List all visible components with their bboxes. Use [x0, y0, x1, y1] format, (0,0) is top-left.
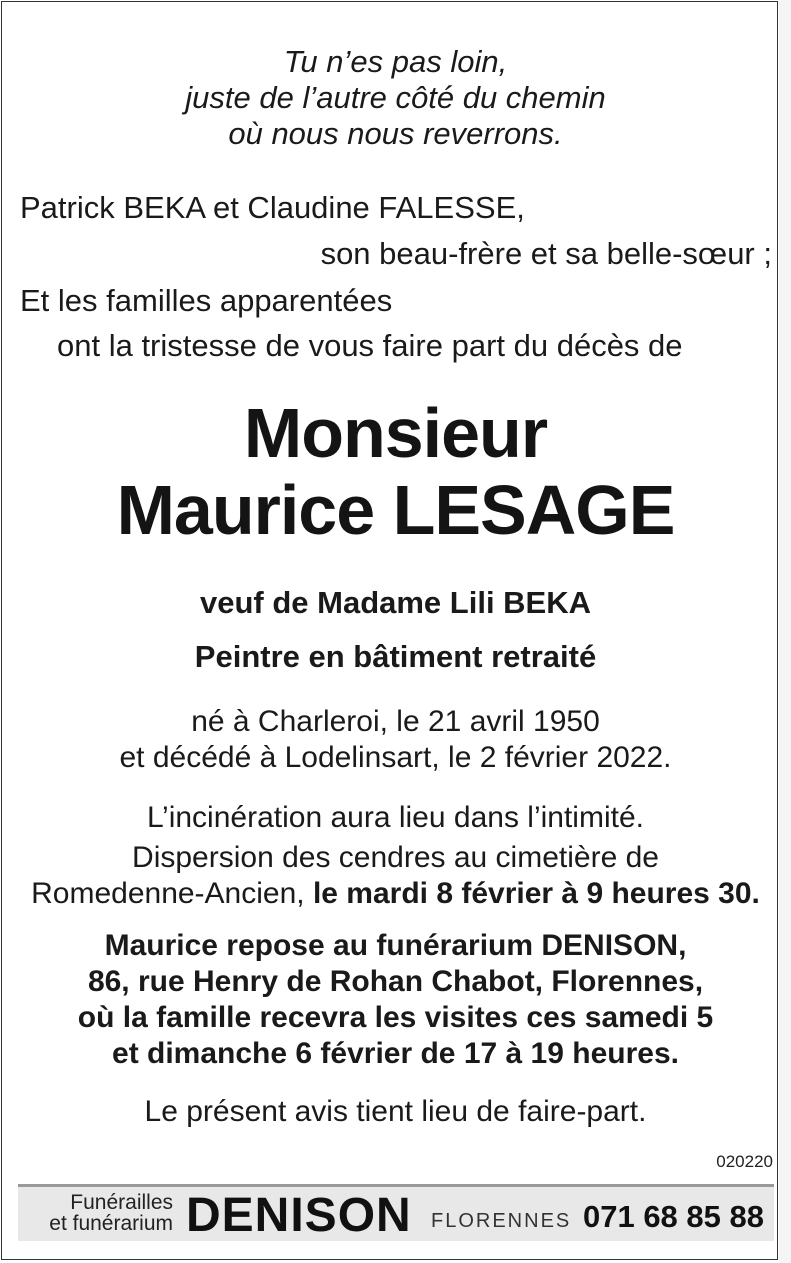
- funeral-home-phone: 071 68 85 88: [582, 1199, 764, 1234]
- page-edge-strip: [779, 0, 791, 1263]
- widow-of: veuf de Madame Lili BEKA: [199, 585, 592, 620]
- funeral-home-type: [28, 1192, 173, 1234]
- notice-line: Le présent avis tient lieu de faire-part.: [144, 1095, 647, 1128]
- verse-line: juste de l’autre côté du chemin: [185, 80, 606, 115]
- verse-line: Tu n’es pas loin,: [283, 44, 508, 79]
- family-line-2: son beau-frère et sa belle-sœur ;: [320, 236, 772, 271]
- birth-line: né à Charleroi, le 21 avril 1950: [191, 705, 600, 738]
- funerarium-label: et funérarium: [49, 1212, 173, 1235]
- dispersion-date: le mardi 8 février à 9 heures 30.: [312, 877, 760, 910]
- funeral-home-city: FLORENNES: [431, 1210, 572, 1232]
- death-line: et décédé à Lodelinsart, le 2 février 2022.: [119, 741, 672, 774]
- reference-code: 020220: [716, 1152, 773, 1171]
- visit-block: [0, 928, 791, 1072]
- profession: Peintre en bâtiment retraité: [194, 639, 597, 674]
- family-line-1: Patrick BEKA et Claudine FALESSE,: [20, 190, 525, 225]
- visit-line: Maurice repose au funérarium DENISON,: [104, 929, 687, 962]
- incineration-line: L’incinération aura lieu dans l’intimité.: [147, 801, 644, 834]
- funeral-home-banner: [18, 1184, 774, 1241]
- dispersion-line: Dispersion des cendres au cimetière de: [132, 841, 659, 874]
- dispersion-place: Romedenne-Ancien,: [31, 877, 313, 910]
- verse-line: où nous nous reverrons.: [228, 116, 563, 151]
- visit-line: où la famille recevra les visites ces samedi 5: [77, 1001, 714, 1034]
- dispersion-detail: [0, 876, 791, 912]
- ceremony-block: [0, 800, 791, 912]
- visit-line: et dimanche 6 février de 17 à 19 heures.: [112, 1037, 679, 1070]
- family-line-3: Et les familles apparentées: [20, 283, 393, 318]
- family-line-4: ont la tristesse de vous faire part du décès de: [57, 328, 683, 363]
- dates-block: [0, 704, 791, 776]
- visit-line: 86, rue Henry de Rohan Chabot, Florennes,: [87, 965, 704, 998]
- deceased-name: Maurice LESAGE: [116, 471, 675, 549]
- verse-block: [0, 44, 791, 152]
- deceased-title: Monsieur: [243, 394, 548, 472]
- funerailles-label: Funérailles: [70, 1191, 173, 1214]
- funeral-home-brand: DENISON: [186, 1189, 412, 1242]
